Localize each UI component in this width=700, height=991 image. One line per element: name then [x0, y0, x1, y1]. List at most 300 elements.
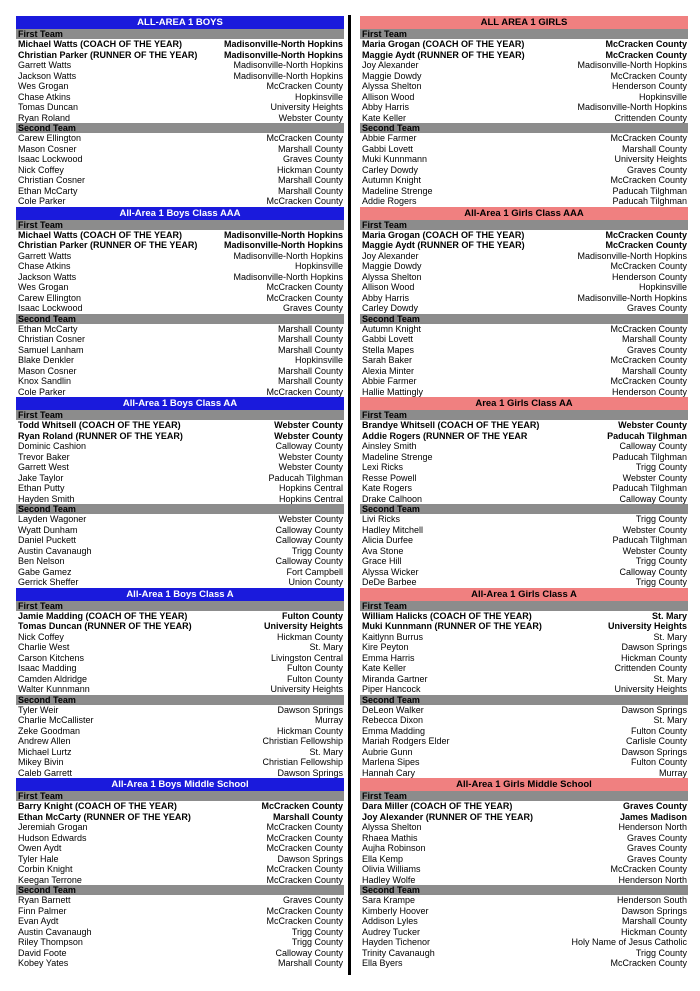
athlete-name: Michael Watts (COACH OF THE YEAR) — [18, 229, 183, 240]
school-name: Marshall County — [277, 958, 343, 968]
athlete-name: Chase Atkins — [18, 261, 71, 271]
list-item — [360, 843, 688, 854]
athlete-name: Kobey Yates — [18, 958, 69, 968]
school-name: Webster County — [622, 524, 687, 535]
school-name: Henderson County — [611, 386, 687, 397]
athlete-name: Piper Hancock — [362, 684, 421, 694]
athlete-name: Addison Lyles — [362, 916, 418, 926]
school-name: Hopkinsville — [294, 91, 343, 102]
athlete-name: Sara Krampe — [362, 895, 416, 905]
athlete-name: Knox Sandlin — [18, 376, 72, 386]
athlete-name: Sarah Baker — [362, 355, 413, 365]
team-label: First Team — [360, 601, 688, 611]
athlete-name: Mariah Rodgers Elder — [362, 736, 450, 746]
athlete-name: Wyatt Dunham — [18, 524, 78, 535]
athlete-name: Austin Cavanaugh — [18, 926, 92, 937]
list-item — [16, 556, 344, 567]
school-name: Trigg County — [635, 947, 687, 958]
athlete-name: Trinity Cavanaugh — [362, 947, 435, 958]
list-item — [360, 81, 688, 92]
school-name: Hickman County — [620, 652, 687, 663]
school-name: Webster County — [274, 420, 343, 430]
school-name: Graves County — [626, 303, 687, 313]
school-name: Marshall County — [621, 916, 687, 926]
school-name: Hopkinsville — [638, 282, 687, 292]
athlete-name: Aujha Robinson — [362, 843, 426, 853]
list-item — [16, 757, 344, 768]
list-item — [16, 387, 344, 398]
athlete-name: Joy Alexander (RUNNER OF THE YEAR) — [362, 811, 534, 822]
school-name: McCracken County — [610, 175, 687, 185]
school-name: St. Mary — [653, 631, 687, 642]
school-name: Webster County — [278, 514, 343, 524]
list-item — [16, 843, 344, 854]
athlete-name: Ryan Roland — [18, 112, 71, 123]
school-name: Webster County — [618, 420, 687, 430]
list-item — [360, 895, 688, 906]
athlete-name: Keegan Terrone — [18, 874, 82, 885]
section-title: ALL-AREA 1 BOYS — [16, 16, 344, 29]
athlete-name: Camden Aldridge — [18, 673, 88, 684]
school-name: Hickman County — [276, 164, 343, 175]
athlete-name: Finn Palmer — [18, 905, 67, 916]
athlete-name: Todd Whitsell (COACH OF THE YEAR) — [18, 420, 181, 430]
list-item — [360, 875, 688, 886]
school-name: Fort Campbell — [286, 566, 343, 577]
list-item — [16, 642, 344, 653]
athlete-name: Garrett Watts — [18, 250, 72, 261]
athlete-name: Resse Powell — [362, 472, 417, 483]
school-name: St. Mary — [651, 610, 687, 621]
athlete-name: Isaac Lockwood — [18, 154, 83, 164]
athlete-name: Riley Thompson — [18, 937, 83, 947]
list-item — [16, 525, 344, 536]
athlete-name: Maggie Dowdy — [362, 261, 422, 271]
athlete-name: Layden Wagoner — [18, 514, 87, 524]
athlete-name: Jackson Watts — [18, 271, 77, 282]
school-name: Hopkins Central — [278, 493, 343, 504]
school-name: Marshall County — [621, 334, 687, 344]
list-item — [360, 92, 688, 103]
section-title: All-Area 1 Girls Middle School — [360, 778, 688, 791]
school-name: Calloway County — [275, 441, 343, 451]
list-item — [16, 948, 344, 959]
school-name: Trigg County — [291, 937, 343, 947]
school-name: Graves County — [282, 303, 343, 313]
list-item — [16, 546, 344, 557]
athlete-name: Tyler Hale — [18, 853, 59, 864]
list-item — [16, 812, 344, 823]
school-name: St. Mary — [309, 746, 343, 757]
school-name: Murray — [658, 767, 687, 778]
section-title: All-Area 1 Girls Class AAA — [360, 207, 688, 220]
list-item — [16, 747, 344, 758]
list-item — [360, 822, 688, 833]
athlete-name: Dara Miller (COACH OF THE YEAR) — [362, 801, 513, 811]
list-item — [360, 525, 688, 536]
list-item — [16, 303, 344, 314]
school-name: Dawson Springs — [277, 767, 343, 778]
athlete-name: Ryan Barnett — [18, 895, 71, 905]
list-item — [16, 535, 344, 546]
list-item — [16, 144, 344, 155]
athlete-name: Alexia Minter — [362, 365, 415, 376]
list-item — [360, 230, 688, 241]
list-item — [16, 483, 344, 494]
athlete-name: Ryan Roland (RUNNER OF THE YEAR) — [18, 430, 183, 441]
list-item — [360, 768, 688, 779]
list-item — [16, 355, 344, 366]
list-item — [360, 757, 688, 768]
list-item — [16, 282, 344, 293]
team-label: First Team — [16, 601, 344, 611]
athlete-name: Wes Grogan — [18, 81, 69, 91]
athlete-name: Carley Dowdy — [362, 303, 419, 313]
list-item — [16, 293, 344, 304]
athlete-name: Olivia Williams — [362, 864, 421, 874]
athlete-name: Gabe Gamez — [18, 566, 72, 577]
athlete-name: Evan Aydt — [18, 916, 59, 926]
list-item — [16, 154, 344, 165]
list-item — [360, 736, 688, 747]
list-item — [16, 958, 344, 969]
athlete-name: Corbin Knight — [18, 864, 73, 874]
award-section — [16, 778, 344, 969]
list-item — [360, 144, 688, 155]
list-item — [16, 927, 344, 938]
boys-column — [16, 16, 344, 969]
list-item — [16, 473, 344, 484]
athlete-name: Ethan Putty — [18, 483, 65, 493]
list-item — [16, 39, 344, 50]
list-item — [360, 324, 688, 335]
list-item — [360, 546, 688, 557]
team-label: Second Team — [16, 695, 344, 705]
list-item — [360, 133, 688, 144]
team-label: First Team — [16, 29, 344, 39]
school-name: McCracken County — [610, 864, 687, 874]
school-name: Crittenden County — [614, 663, 687, 673]
athlete-name: Kate Keller — [362, 663, 407, 673]
team-label: First Team — [360, 29, 688, 39]
list-item — [360, 483, 688, 494]
list-item — [16, 102, 344, 113]
school-name: James Madison — [619, 811, 687, 822]
section-title: All-Area 1 Boys Middle School — [16, 778, 344, 791]
list-item — [16, 864, 344, 875]
school-name: Calloway County — [619, 493, 687, 504]
athlete-name: Drake Calhoon — [362, 493, 423, 504]
athlete-name: Maria Grogan (COACH OF THE YEAR) — [362, 39, 525, 49]
athlete-name: Samuel Lanham — [18, 344, 84, 355]
school-name: Christian Fellowship — [262, 736, 343, 746]
list-item — [16, 937, 344, 948]
school-name: Henderson County — [611, 81, 687, 91]
list-item — [360, 621, 688, 632]
school-name: Madisonville-North Hopkins — [577, 102, 687, 112]
team-label: First Team — [16, 410, 344, 420]
athlete-name: Jamie Madding (COACH OF THE YEAR) — [18, 610, 188, 621]
athlete-name: Maggie Aydt (RUNNER OF THE YEAR) — [362, 49, 525, 60]
list-item — [16, 494, 344, 505]
school-name: McCracken County — [610, 133, 687, 143]
school-name: Calloway County — [275, 535, 343, 545]
list-item — [360, 916, 688, 927]
athlete-name: Hadley Mitchell — [362, 524, 424, 535]
school-name: Marshall County — [277, 143, 343, 154]
school-name: Graves County — [626, 344, 687, 355]
list-item — [16, 196, 344, 207]
school-name: Paducah Tilghman — [607, 430, 687, 441]
list-item — [16, 715, 344, 726]
athlete-name: Isaac Lockwood — [18, 303, 83, 313]
list-item — [360, 431, 688, 442]
athlete-name: Charlie McCallister — [18, 715, 94, 725]
list-item — [360, 60, 688, 71]
list-item — [16, 324, 344, 335]
school-name: Crittenden County — [614, 112, 687, 123]
school-name: McCracken County — [610, 323, 687, 334]
school-name: McCracken County — [605, 49, 687, 60]
athlete-name: Ainsley Smith — [362, 441, 417, 451]
athlete-name: Autumn Knight — [362, 175, 422, 185]
school-name: Carlisle County — [625, 736, 687, 746]
section-title: All-Area 1 Girls Class A — [360, 588, 688, 601]
list-item — [360, 303, 688, 314]
list-item — [16, 81, 344, 92]
list-item — [360, 653, 688, 664]
school-name: Trigg County — [635, 577, 687, 587]
athlete-name: Gabbi Lovett — [362, 334, 414, 344]
school-name: Paducah Tilghman — [612, 451, 687, 462]
team-label: Second Team — [16, 314, 344, 324]
athlete-name: Isaac Madding — [18, 663, 77, 673]
school-name: University Heights — [614, 684, 687, 694]
athlete-name: Christian Parker (RUNNER OF THE YEAR) — [18, 240, 198, 250]
athlete-name: Addie Rogers — [362, 196, 417, 206]
list-item — [16, 261, 344, 272]
athlete-name: Alyssa Shelton — [362, 81, 422, 91]
athlete-name: Ella Kemp — [362, 853, 404, 864]
list-item — [360, 715, 688, 726]
list-item — [360, 864, 688, 875]
school-name: Dawson Springs — [277, 704, 343, 715]
school-name: Madisonville-North Hopkins — [577, 60, 687, 70]
athlete-name: Mason Cosner — [18, 365, 77, 376]
list-item — [16, 663, 344, 674]
list-item — [360, 154, 688, 165]
school-name: McCracken County — [266, 292, 343, 303]
list-item — [360, 906, 688, 917]
list-item — [360, 175, 688, 186]
school-name: Webster County — [622, 545, 687, 556]
school-name: McCracken County — [266, 386, 343, 397]
athlete-name: Abby Harris — [362, 292, 410, 303]
list-item — [360, 705, 688, 716]
team-label: Second Team — [360, 695, 688, 705]
school-name: Madisonville-North Hopkins — [233, 271, 343, 282]
athlete-name: Ethan McCarty — [18, 323, 78, 334]
list-item — [16, 240, 344, 251]
school-name: McCracken County — [605, 39, 687, 49]
school-name: Marshall County — [277, 365, 343, 376]
list-item — [360, 632, 688, 643]
list-item — [360, 441, 688, 452]
school-name: McCracken County — [266, 282, 343, 292]
award-section — [360, 16, 688, 207]
athlete-name: Muki Kunnmann (RUNNER OF THE YEAR) — [362, 621, 542, 631]
school-name: Webster County — [278, 112, 343, 123]
school-name: Christian Fellowship — [262, 757, 343, 767]
school-name: McCracken County — [266, 196, 343, 206]
column-divider — [348, 15, 351, 975]
list-item — [360, 937, 688, 948]
school-name: St. Mary — [653, 715, 687, 725]
athlete-name: Maggie Aydt (RUNNER OF THE YEAR) — [362, 240, 525, 250]
award-section — [360, 588, 688, 779]
athlete-name: Joy Alexander — [362, 60, 419, 70]
list-item — [360, 663, 688, 674]
award-section — [360, 207, 688, 398]
school-name: Trigg County — [635, 462, 687, 472]
list-item — [360, 261, 688, 272]
school-name: Marshall County — [277, 175, 343, 185]
athlete-name: Rhaea Mathis — [362, 832, 418, 843]
list-item — [360, 113, 688, 124]
athlete-name: Maggie Dowdy — [362, 70, 422, 81]
school-name: Fulton County — [630, 757, 687, 767]
athlete-name: Alyssa Shelton — [362, 822, 422, 832]
school-name: McCracken County — [266, 843, 343, 853]
list-item — [360, 420, 688, 431]
school-name: Calloway County — [275, 524, 343, 535]
athlete-name: Jeremiah Grogan — [18, 822, 88, 832]
list-item — [16, 345, 344, 356]
athlete-name: Ben Nelson — [18, 556, 65, 566]
school-name: Trigg County — [635, 514, 687, 524]
athlete-name: Allison Wood — [362, 282, 415, 292]
school-name: Graves County — [622, 801, 687, 811]
school-name: Paducah Tilghman — [268, 472, 343, 483]
list-item — [360, 334, 688, 345]
school-name: Calloway County — [619, 566, 687, 577]
athlete-name: Alyssa Shelton — [362, 271, 422, 282]
athlete-name: Cole Parker — [18, 386, 66, 397]
list-item — [360, 366, 688, 377]
list-item — [16, 567, 344, 578]
team-label: First Team — [16, 220, 344, 230]
athlete-name: Abbie Farmer — [362, 133, 417, 143]
list-item — [360, 642, 688, 653]
school-name: McCracken County — [261, 801, 343, 811]
school-name: Holy Name of Jesus Catholic — [571, 937, 687, 947]
athlete-name: Owen Aydt — [18, 843, 62, 853]
school-name: Madisonville-North Hopkins — [577, 250, 687, 261]
school-name: Marshall County — [277, 376, 343, 386]
athlete-name: Caleb Garrett — [18, 767, 73, 778]
school-name: McCracken County — [266, 864, 343, 874]
list-item — [16, 50, 344, 61]
list-item — [360, 345, 688, 356]
list-item — [16, 420, 344, 431]
list-item — [16, 705, 344, 716]
list-item — [360, 927, 688, 938]
list-item — [16, 186, 344, 197]
list-item — [16, 431, 344, 442]
athlete-name: Ethan McCarty — [18, 185, 78, 196]
team-label: First Team — [16, 791, 344, 801]
school-name: Calloway County — [619, 441, 687, 451]
athlete-name: Nick Coffey — [18, 164, 64, 175]
athlete-name: Chase Atkins — [18, 91, 71, 102]
school-name: Marshall County — [621, 365, 687, 376]
athlete-name: Audrey Tucker — [362, 926, 421, 937]
team-label: Second Team — [16, 504, 344, 514]
athlete-name: Michael Lurtz — [18, 746, 72, 757]
school-name: Madisonville-North Hopkins — [233, 60, 343, 70]
school-name: Dawson Springs — [621, 704, 687, 715]
athlete-name: DeLeon Walker — [362, 704, 424, 715]
school-name: McCracken County — [610, 355, 687, 365]
school-name: Hickman County — [620, 926, 687, 937]
section-title: All-Area 1 Boys Class AA — [16, 397, 344, 410]
list-item — [16, 875, 344, 886]
athlete-name: Ava Stone — [362, 545, 404, 556]
list-item — [360, 462, 688, 473]
school-name: Murray — [314, 715, 343, 725]
school-name: Fulton County — [282, 610, 343, 621]
school-name: University Heights — [270, 102, 343, 112]
athlete-name: Trevor Baker — [18, 451, 70, 462]
school-name: Fulton County — [286, 673, 343, 684]
athlete-name: Madeline Strenge — [362, 451, 433, 462]
list-item — [16, 674, 344, 685]
team-label: First Team — [360, 791, 688, 801]
school-name: Marshall County — [277, 323, 343, 334]
list-item — [360, 812, 688, 823]
athlete-name: Hannah Cary — [362, 767, 416, 778]
list-item — [360, 577, 688, 588]
list-item — [360, 567, 688, 578]
list-item — [16, 165, 344, 176]
school-name: University Heights — [263, 621, 343, 631]
school-name: Trigg County — [635, 556, 687, 566]
school-name: Marshall County — [277, 334, 343, 344]
athlete-name: Hadley Wolfe — [362, 874, 416, 885]
school-name: Graves County — [282, 895, 343, 905]
athlete-name: Carley Dowdy — [362, 164, 419, 175]
school-name: Hopkinsville — [638, 91, 687, 102]
list-item — [360, 186, 688, 197]
school-name: Marshall County — [277, 344, 343, 355]
school-name: McCracken County — [610, 376, 687, 386]
list-item — [16, 366, 344, 377]
athlete-name: Carson Kitchens — [18, 652, 85, 663]
athlete-name: Barry Knight (COACH OF THE YEAR) — [18, 801, 177, 811]
school-name: Henderson County — [611, 271, 687, 282]
school-name: Trigg County — [291, 926, 343, 937]
athlete-name: Alyssa Wicker — [362, 566, 419, 577]
athlete-name: Emma Harris — [362, 652, 415, 663]
list-item — [16, 441, 344, 452]
list-item — [16, 577, 344, 588]
athlete-name: Tomas Duncan — [18, 102, 79, 112]
school-name: Graves County — [626, 832, 687, 843]
list-item — [16, 822, 344, 833]
athlete-name: Gabbi Lovett — [362, 143, 414, 154]
list-item — [360, 747, 688, 758]
list-item — [360, 282, 688, 293]
